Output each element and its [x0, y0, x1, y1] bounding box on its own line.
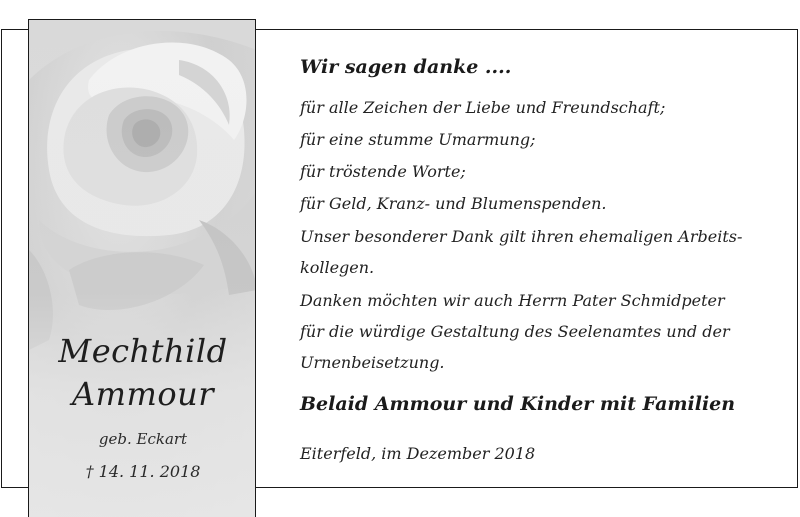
death-date: † 14. 11. 2018 — [85, 462, 201, 481]
thanks-line: für tröstende Worte; — [300, 162, 466, 181]
signature: Belaid Ammour und Kinder mit Familien — [300, 393, 736, 415]
special-thanks-line: Unser besonderer Dank gilt ihren ehemaligen Arbeits- — [300, 227, 743, 246]
birth-name: geb. Eckart — [98, 430, 188, 448]
priest-thanks-line: Urnenbeisetzung. — [300, 353, 445, 372]
special-thanks-line: kollegen. — [300, 258, 375, 277]
photo-panel — [28, 19, 256, 517]
place-date: Eiterfeld, im Dezember 2018 — [300, 444, 536, 463]
thanks-line: für alle Zeichen der Liebe und Freundschaft; — [300, 98, 666, 117]
deceased-first-name: Mechthild — [58, 332, 228, 370]
priest-thanks-line: Danken möchten wir auch Herrn Pater Schmidpeter — [300, 291, 725, 310]
thanks-line: für eine stumme Umarmung; — [300, 130, 536, 149]
deceased-last-name: Ammour — [72, 375, 214, 413]
thanks-title: Wir sagen danke .... — [300, 56, 512, 78]
thanks-line: für Geld, Kranz- und Blumenspenden. — [300, 194, 607, 213]
priest-thanks-line: für die würdige Gestaltung des Seelenamtes und der — [300, 322, 730, 341]
